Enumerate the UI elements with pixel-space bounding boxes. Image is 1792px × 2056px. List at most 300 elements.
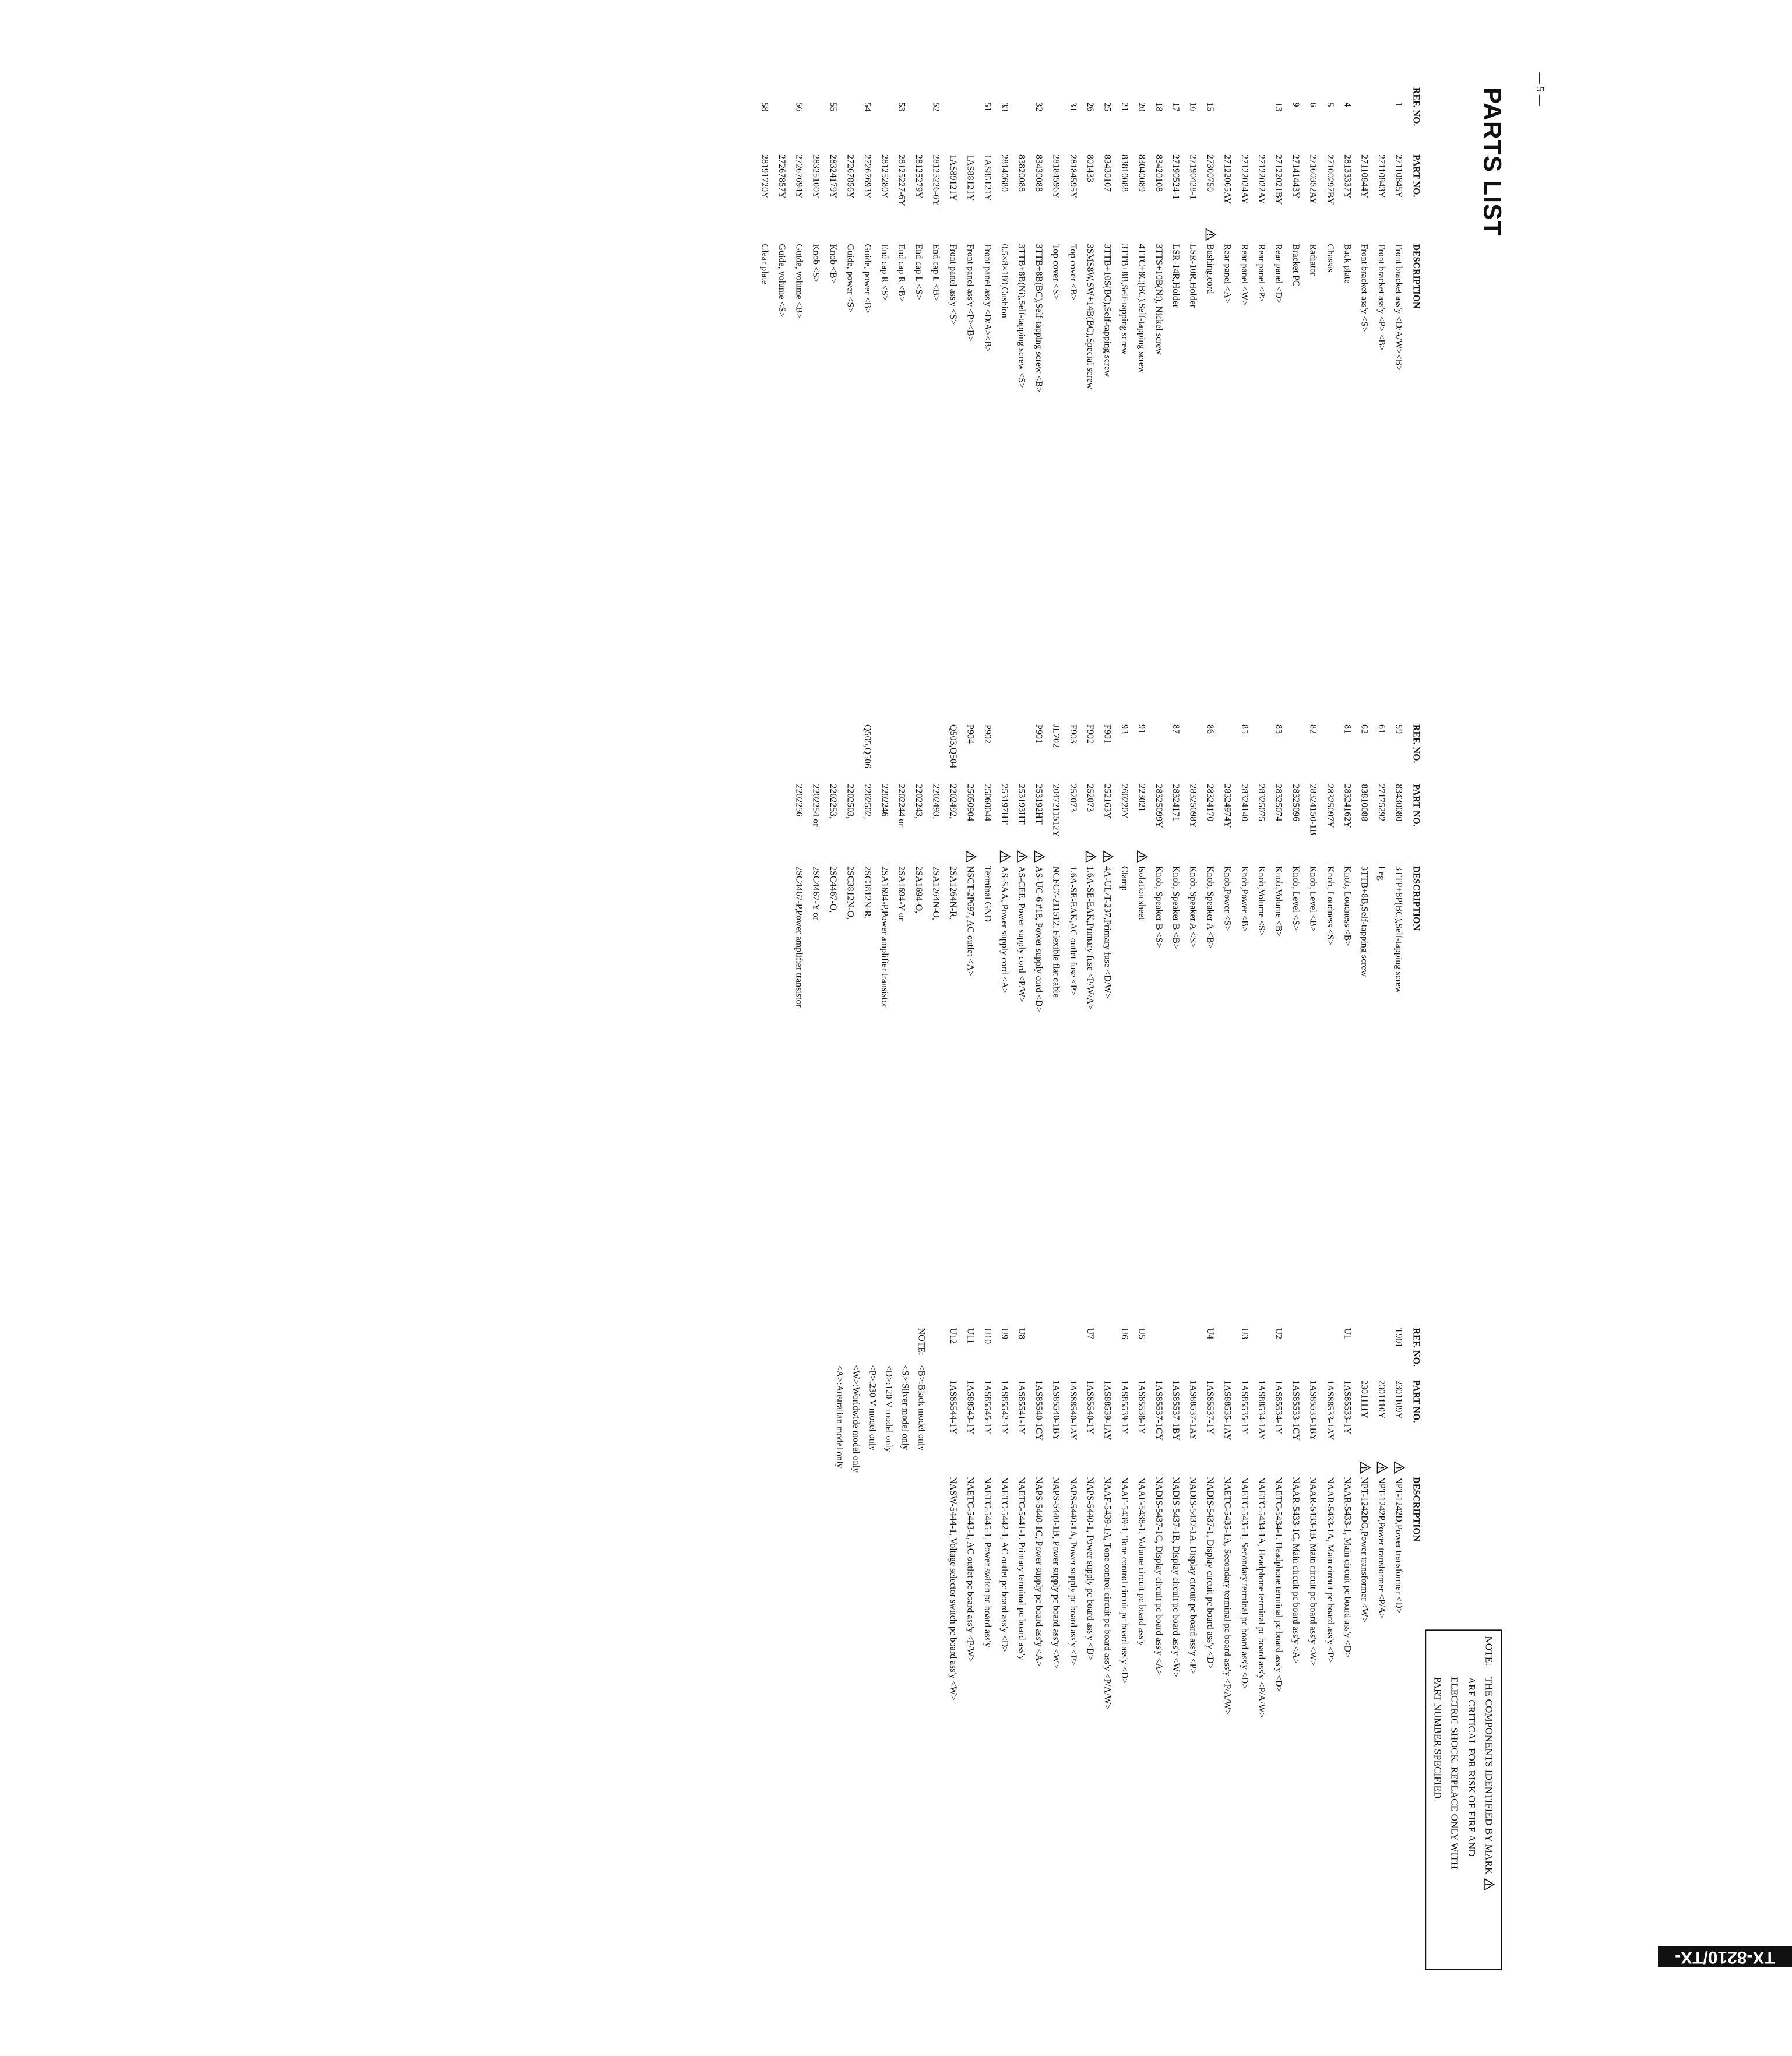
part-description: NAETC-5435-1A, Secondary terminal pc board ass'y <P/A/W> (1222, 1477, 1233, 1715)
parts-row (1082, 1328, 1099, 1962)
ref-number: F903 (1068, 724, 1079, 744)
header-ref: REF. NO. (1411, 1328, 1421, 1367)
header-part: PART NO. (1411, 154, 1421, 198)
part-description: Clamp (1119, 865, 1130, 891)
parts-row (893, 87, 910, 698)
parts-row (1202, 724, 1219, 1321)
ref-number: 59 (1393, 724, 1404, 734)
part-description: Leg (1376, 865, 1387, 881)
parts-row (876, 87, 893, 698)
part-number: 27190524-1 (1171, 154, 1181, 200)
ref-number: 5 (1325, 102, 1336, 107)
part-number: 28325075 (1256, 784, 1267, 822)
parts-row (1082, 87, 1099, 698)
parts-row (1202, 1328, 1219, 1962)
parts-row (790, 724, 807, 1321)
part-number: 27110843Y (1376, 154, 1387, 198)
ref-number: 9 (1291, 102, 1301, 107)
warning-note-text: ARE CRITICAL FOR RISK OF FIRE AND (1466, 1677, 1478, 1857)
part-number: 2202493, (931, 784, 941, 819)
ref-number: U8 (1016, 1328, 1027, 1340)
warning-triangle-icon (1034, 850, 1045, 863)
part-description: Knob, Speaker A <S> (1188, 865, 1199, 948)
warning-triangle-icon (1103, 850, 1114, 863)
parts-row (1322, 1328, 1339, 1962)
warning-mark (1390, 1461, 1407, 1476)
parts-row (927, 87, 944, 698)
parts-row (996, 1328, 1013, 1962)
part-number: 27100297BY (1325, 154, 1336, 205)
part-number: 83430107 (1102, 154, 1113, 192)
note-item: <D>:120 V model only (883, 1365, 894, 1452)
page-title: PARTS LIST (1478, 87, 1506, 237)
warning-note-line (1429, 1677, 1446, 1964)
part-number: 28125226-6Y (931, 154, 941, 206)
ref-number: U10 (982, 1328, 993, 1344)
part-description: NASW-5444-1, Voltage selector switch pc board ass'y <W> (948, 1477, 959, 1701)
model-label: TX-8210/TX-8210R (1658, 1946, 1792, 1967)
part-description: NAETC-5434-1, Headphone terminal pc board ass'y <D> (1273, 1477, 1284, 1692)
part-description: 3TTB+8B,Self-tapping screw (1359, 865, 1370, 977)
parts-row (1099, 1328, 1115, 1962)
warning-triangle-icon (1394, 1461, 1405, 1474)
part-description: End cap R <S> (879, 244, 890, 301)
part-number: 28184596Y (1051, 154, 1061, 199)
ref-number: F901 (1102, 724, 1113, 744)
part-number: 27267693Y (862, 154, 873, 199)
part-description: Clear plate (759, 244, 770, 285)
header-ref: REF. NO. (1411, 87, 1421, 126)
part-description: NAAR-5433-1, Main circuit pc board ass'y <D> (1342, 1477, 1353, 1658)
part-number: 27110844Y (1359, 154, 1370, 198)
ref-number: 53 (896, 102, 907, 112)
part-description: NCFC7-211512, Flexible flat cable (1051, 865, 1061, 998)
part-number: 1AS85542-1Y (999, 1380, 1010, 1435)
part-description: 2SC3812N-R, (862, 865, 873, 919)
parts-row (1047, 87, 1064, 698)
warning-triangle-icon (1484, 1878, 1495, 1891)
ref-number: 26 (1085, 102, 1096, 112)
parts-row (773, 87, 790, 698)
part-number: 28324171 (1171, 784, 1181, 822)
part-number: 1AS88537-1AY (1188, 1380, 1199, 1441)
parts-row (945, 1328, 962, 1962)
part-description: 2SC4467-Y or (811, 865, 822, 921)
parts-row (1047, 1328, 1064, 1962)
part-description: NAAF-5438-1, Volume circuit pc board ass'y (1136, 1477, 1147, 1646)
parts-row (1270, 724, 1287, 1321)
ref-number: 54 (862, 102, 873, 112)
note-item: <W>:Worldwide model only (851, 1365, 861, 1473)
ref-number: 52 (931, 102, 941, 112)
part-number: 1AS85533-1CY (1291, 1380, 1301, 1441)
part-description: 0.5×8×180,Cushion (999, 244, 1010, 318)
parts-row (1065, 724, 1082, 1321)
part-number: 27122021BY (1273, 154, 1284, 205)
parts-row (945, 724, 962, 1321)
part-number: 27110845Y (1393, 154, 1404, 198)
parts-row (1339, 1328, 1356, 1962)
part-number: 1AS85533-1Y (1342, 1380, 1353, 1435)
part-number: 1AS88533-1AY (1325, 1380, 1336, 1441)
part-description: NADIS-5437-1A, Display circuit pc board ass'y <P> (1188, 1477, 1199, 1674)
part-description: Bracket PC (1291, 244, 1301, 287)
part-description: Knob <S> (811, 244, 822, 283)
ref-number: 83 (1273, 724, 1284, 734)
ref-number: 62 (1359, 724, 1370, 734)
ref-number: 31 (1068, 102, 1079, 112)
ref-number: 16 (1188, 102, 1199, 112)
part-description: 2SC3812N-O, (845, 865, 855, 920)
ref-number: 21 (1119, 102, 1130, 112)
parts-row (1373, 724, 1390, 1321)
part-description: NAETC-5441-1, Primary terminal pc board ass'y (1016, 1477, 1027, 1660)
part-description: 2SC4467-O, (828, 865, 839, 913)
parts-row (876, 724, 893, 1321)
part-description: 4TTC+8C(BC),Self-tapping screw (1136, 244, 1147, 374)
ref-number: U1 (1342, 1328, 1353, 1340)
part-number: 1AS88121Y (965, 154, 976, 201)
warning-triangle-icon (1360, 1461, 1371, 1474)
ref-number: 33 (999, 102, 1010, 112)
ref-number: F902 (1085, 724, 1096, 744)
part-number: 83040089 (1136, 154, 1147, 192)
part-number: 28325097Y (1325, 784, 1336, 828)
part-description: Terminal GND (982, 865, 993, 923)
part-description: AS-CEE, Power supply cord <P/W> (1016, 865, 1027, 1003)
ref-number: 17 (1171, 102, 1181, 112)
part-number: 28324170 (1205, 784, 1216, 822)
part-number: 25060044 (982, 784, 993, 822)
parts-row (1304, 1328, 1321, 1962)
parts-row (979, 1328, 996, 1962)
ref-number: 4 (1342, 102, 1353, 107)
part-description: Rear panel <A> (1222, 244, 1233, 304)
part-description: End cap L <S> (914, 244, 924, 300)
part-description: NAETC-5445-1, Power switch pc board ass'y (982, 1477, 993, 1647)
part-description: 3TTB+8B(Ni),Self-tapping screw <S> (1016, 244, 1027, 389)
part-description: Top cover <S> (1051, 244, 1061, 300)
ref-number: 6 (1308, 102, 1318, 107)
part-description: Guide, power <B> (862, 244, 873, 314)
parts-row (756, 87, 773, 698)
part-number: 2202492, (948, 784, 959, 819)
parts-row (1253, 87, 1270, 698)
part-number: 1AS85121Y (982, 154, 993, 201)
part-description: 2SA1264N-O, (931, 865, 941, 920)
parts-row (910, 87, 927, 698)
parts-row (825, 724, 842, 1321)
parts-row (1373, 87, 1390, 698)
part-number: 27190428-1 (1188, 154, 1199, 200)
part-description: Guide, volume <S> (777, 244, 787, 318)
part-number: 252163Y (1102, 784, 1113, 819)
part-number: 83430088 (1034, 154, 1044, 192)
part-description: NADIS-5437-1C, Display circuit pc board ass'y <A> (1153, 1477, 1164, 1675)
header-part: PART NO. (1411, 784, 1421, 827)
part-number: 28325098Y (1188, 784, 1199, 828)
ref-number: U3 (1239, 1328, 1250, 1340)
warning-note-label: NOTE: (1483, 1636, 1495, 1666)
part-number: 1AS88534-1AY (1256, 1380, 1267, 1441)
part-description: 2SA1264N-R, (948, 865, 959, 920)
header-desc: DESCRIPTION (1411, 865, 1421, 931)
parts-row (1287, 87, 1304, 698)
parts-row (1304, 87, 1321, 698)
parts-row (996, 87, 1013, 698)
ref-number: 13 (1273, 102, 1284, 112)
part-number: 1AS85545-1Y (982, 1380, 993, 1435)
part-description: Knob,Volume <B> (1273, 865, 1284, 937)
warning-mark (996, 850, 1013, 865)
part-number: 28325074 (1273, 784, 1284, 822)
warning-mark (962, 850, 978, 865)
parts-row (1184, 724, 1201, 1321)
note-item: <B>:Black model only (916, 1365, 927, 1451)
ref-number: Q503,Q504 (948, 724, 959, 769)
parts-row (1356, 87, 1372, 698)
part-description: NAETC-5434-1A, Headphone terminal pc board ass'y <P/A/W> (1256, 1477, 1267, 1718)
ref-number: U5 (1136, 1328, 1147, 1340)
part-number: 2202256 (794, 784, 804, 817)
rotated-content (645, 72, 1547, 1987)
parts-row (1030, 724, 1047, 1321)
part-number: 1AS85540-1Y (1085, 1380, 1096, 1435)
part-number: 1AS88543-1Y (965, 1380, 976, 1435)
warning-mark (1099, 850, 1115, 865)
ref-number: P904 (965, 724, 976, 744)
part-number: 28325096 (1291, 784, 1301, 822)
parts-row (1219, 1328, 1235, 1962)
part-number: 1AS85538-1Y (1136, 1380, 1147, 1435)
part-description: NADIS-5437-1, Display circuit pc board ass'y <D> (1205, 1477, 1216, 1669)
ref-number: 86 (1205, 724, 1216, 734)
part-description: 2SA1694-O, (914, 865, 924, 914)
part-description: NAAR-5433-1A, Main circuit pc board ass'y <P> (1325, 1477, 1336, 1663)
parts-row (1030, 87, 1047, 698)
parts-row (1116, 724, 1133, 1321)
ref-number: U9 (999, 1328, 1010, 1340)
part-number: 253193HT (1016, 784, 1027, 825)
part-description: 3TTB+8B(BC),Self-tapping screw <B> (1034, 244, 1044, 393)
part-description: Knob,Volume <S> (1256, 865, 1267, 936)
parts-row (1287, 1328, 1304, 1962)
part-number: 252073 (1085, 784, 1096, 812)
parts-row (1013, 1328, 1030, 1962)
parts-row (910, 724, 927, 1321)
warning-triangle-icon (1137, 850, 1148, 863)
warning-mark (1356, 1461, 1372, 1476)
warning-mark (1030, 850, 1047, 865)
part-description: Knob, Speaker B <B> (1171, 865, 1181, 949)
parts-row (945, 87, 962, 698)
parts-row (1150, 724, 1167, 1321)
parts-row (808, 724, 825, 1321)
parts-row (962, 87, 978, 698)
column-header (1409, 724, 1424, 1305)
parts-row (1270, 1328, 1287, 1962)
part-description: 2SA1694-Y or (896, 865, 907, 921)
part-number: 1AS85540-1CY (1034, 1380, 1044, 1441)
note-item: <P>:230 V model only (867, 1365, 878, 1451)
parts-row (1390, 87, 1407, 698)
part-number: 1AS85534-1Y (1273, 1380, 1284, 1435)
parts-row (1133, 87, 1150, 698)
ref-number: U6 (1119, 1328, 1130, 1340)
parts-row (1356, 1328, 1372, 1962)
part-description: Front bracket ass'y <S> (1359, 244, 1370, 332)
part-description: 3TTB+10S(BC),Self-tapping screw (1102, 244, 1113, 377)
part-description: NPT-1242P,Power transformer <P/A> (1376, 1477, 1387, 1619)
parts-row (1373, 1328, 1390, 1962)
warning-mark (1133, 850, 1150, 865)
part-description: End cap L <B> (931, 244, 941, 301)
note-item: <S>:Silver model only (900, 1365, 910, 1451)
part-number: 28125279Y (914, 154, 924, 199)
part-description: Top cover <B> (1068, 244, 1079, 301)
ref-number: 18 (1153, 102, 1164, 112)
part-description: NAAF-5439-1, Tone control circuit pc board ass'y <D> (1119, 1477, 1130, 1684)
part-description: NAAR-5433-1B, Main circuit pc board ass'y <W> (1308, 1477, 1318, 1666)
part-number: 28324162Y (1342, 784, 1353, 828)
parts-row (1099, 724, 1115, 1321)
parts-row (962, 724, 978, 1321)
parts-row (859, 87, 876, 698)
warning-mark (1373, 1461, 1390, 1476)
column-header (1409, 87, 1424, 684)
part-number: 252073 (1068, 784, 1079, 812)
part-number: 28125227-6Y (896, 154, 907, 206)
parts-row (1013, 87, 1030, 698)
warning-note-box (1425, 1629, 1502, 1970)
header-desc: DESCRIPTION (1411, 1477, 1421, 1542)
part-description: 2SA1694-P,Power amplifier transistor (879, 865, 890, 1008)
parts-row (842, 87, 858, 698)
part-number: 1AS85541-1Y (1016, 1380, 1027, 1435)
part-number: 27175292 (1376, 784, 1387, 822)
part-number: 27267857Y (777, 154, 787, 199)
ref-number: 15 (1205, 102, 1216, 112)
part-number: 28184595Y (1068, 154, 1079, 199)
ref-number: 55 (828, 102, 839, 112)
part-description: 3TTB+8B,Self-tapping screw (1119, 244, 1130, 355)
part-number: 1AS88535-1AY (1222, 1380, 1233, 1441)
part-description: NAPS-5440-1B, Power supply pc board ass'y <W> (1051, 1477, 1061, 1668)
part-description: Front panel ass'y <S> (948, 244, 959, 325)
header-ref: REF. NO. (1411, 724, 1421, 763)
ref-number: 87 (1171, 724, 1181, 734)
ref-number: P901 (1034, 724, 1044, 744)
parts-row (1322, 724, 1339, 1321)
warning-triangle-icon (999, 850, 1011, 863)
parts-row (1253, 1328, 1270, 1962)
part-description: NAETC-5442-1, AC outlet pc board ass'y <D> (999, 1477, 1010, 1653)
ref-number: 61 (1376, 724, 1387, 734)
part-description: Rear panel <W> (1239, 244, 1250, 306)
parts-row (1133, 724, 1150, 1321)
part-description: 4A-UL/T-237,Primary fuse <D/W> (1102, 865, 1113, 999)
part-number: 1AS85537-1Y (1205, 1380, 1216, 1435)
part-number: 1AS85533-1BY (1308, 1380, 1318, 1441)
parts-row (1184, 87, 1201, 698)
parts-row (842, 724, 858, 1321)
part-number: 27300750 (1205, 154, 1216, 192)
part-number: 83810088 (1119, 154, 1130, 192)
ref-number: 1 (1393, 102, 1404, 107)
part-description: Knob <B> (828, 244, 839, 284)
part-number: 83820088 (1016, 154, 1027, 192)
part-number: 223021 (1136, 784, 1147, 812)
part-number: 2202253, (828, 784, 839, 819)
part-number: 27122065AY (1222, 154, 1233, 205)
parts-row (1253, 724, 1270, 1321)
part-number: 28324150-1B (1308, 784, 1318, 836)
parts-row (808, 87, 825, 698)
part-description: NAETC-5435-1, Secondary terminal pc board ass'y <D> (1239, 1477, 1250, 1689)
part-number: 1AS85537-1BY (1171, 1380, 1181, 1441)
part-number: 260220Y (1119, 784, 1130, 819)
part-description: Knob, Loudness <B> (1342, 865, 1353, 946)
part-number: 2202246 (879, 784, 890, 817)
warning-triangle-icon (966, 850, 977, 863)
warning-note-text: THE COMPONENTS IDENTIFIED BY MARK (1483, 1677, 1495, 1875)
part-number: 2202244 or (896, 784, 907, 827)
parts-row (1167, 87, 1184, 698)
part-description: Knob,Power <B> (1239, 865, 1250, 932)
header-desc: DESCRIPTION (1411, 244, 1421, 309)
ref-number: 58 (759, 102, 770, 112)
part-number: 28325100Y (811, 154, 822, 199)
part-description: End cap R <B> (896, 244, 907, 302)
ref-number: P902 (982, 724, 993, 744)
ref-number: U7 (1085, 1328, 1096, 1340)
parts-row (1167, 724, 1184, 1321)
part-description: NAPS-5440-1A, Power supply pc board ass'y <P> (1068, 1477, 1079, 1666)
part-description: 1.6A-SE-EAK,AC outlet fuse <P> (1068, 865, 1079, 995)
ref-number: 91 (1136, 724, 1147, 734)
part-description: Knob, Level <B> (1308, 865, 1318, 932)
parts-row (1065, 87, 1082, 698)
part-description: NAPS-5440-1C, Power supply pc board ass'y <A> (1034, 1477, 1044, 1667)
part-description: Isolation sheet (1136, 865, 1147, 920)
ref-number: 85 (1239, 724, 1250, 734)
parts-row (1236, 1328, 1253, 1962)
warning-triangle-icon (1376, 1461, 1388, 1474)
parts-row (1390, 724, 1407, 1321)
parts-row (979, 724, 996, 1321)
parts-row (1013, 724, 1030, 1321)
part-number: 2202243, (914, 784, 924, 819)
warning-triangle-icon (1085, 850, 1096, 863)
parts-row (1356, 724, 1372, 1321)
part-description: 3TTP+8P(BC),Self-tapping screw (1393, 865, 1404, 994)
ref-number: U12 (948, 1328, 959, 1344)
part-description: Bushing,cord (1205, 244, 1216, 294)
notes-label: NOTE: (916, 1328, 927, 1356)
ref-number: U2 (1273, 1328, 1284, 1340)
warning-triangle-icon (1017, 850, 1028, 863)
part-number: 1AS85535-1Y (1239, 1380, 1250, 1435)
part-description: Knob,Power <S> (1222, 865, 1233, 931)
part-description: Radiator (1308, 244, 1318, 276)
part-description: Guide, power <S> (845, 244, 855, 313)
part-description: Knob, Speaker A <B> (1205, 865, 1216, 949)
part-description: NPT-1242D,Power transformer <D> (1393, 1477, 1404, 1614)
ref-number: 56 (794, 102, 804, 112)
parts-row (1202, 87, 1219, 698)
part-number: 2047211512Y (1051, 784, 1061, 837)
part-description: Front bracket ass'y <P> <B> (1376, 244, 1387, 351)
